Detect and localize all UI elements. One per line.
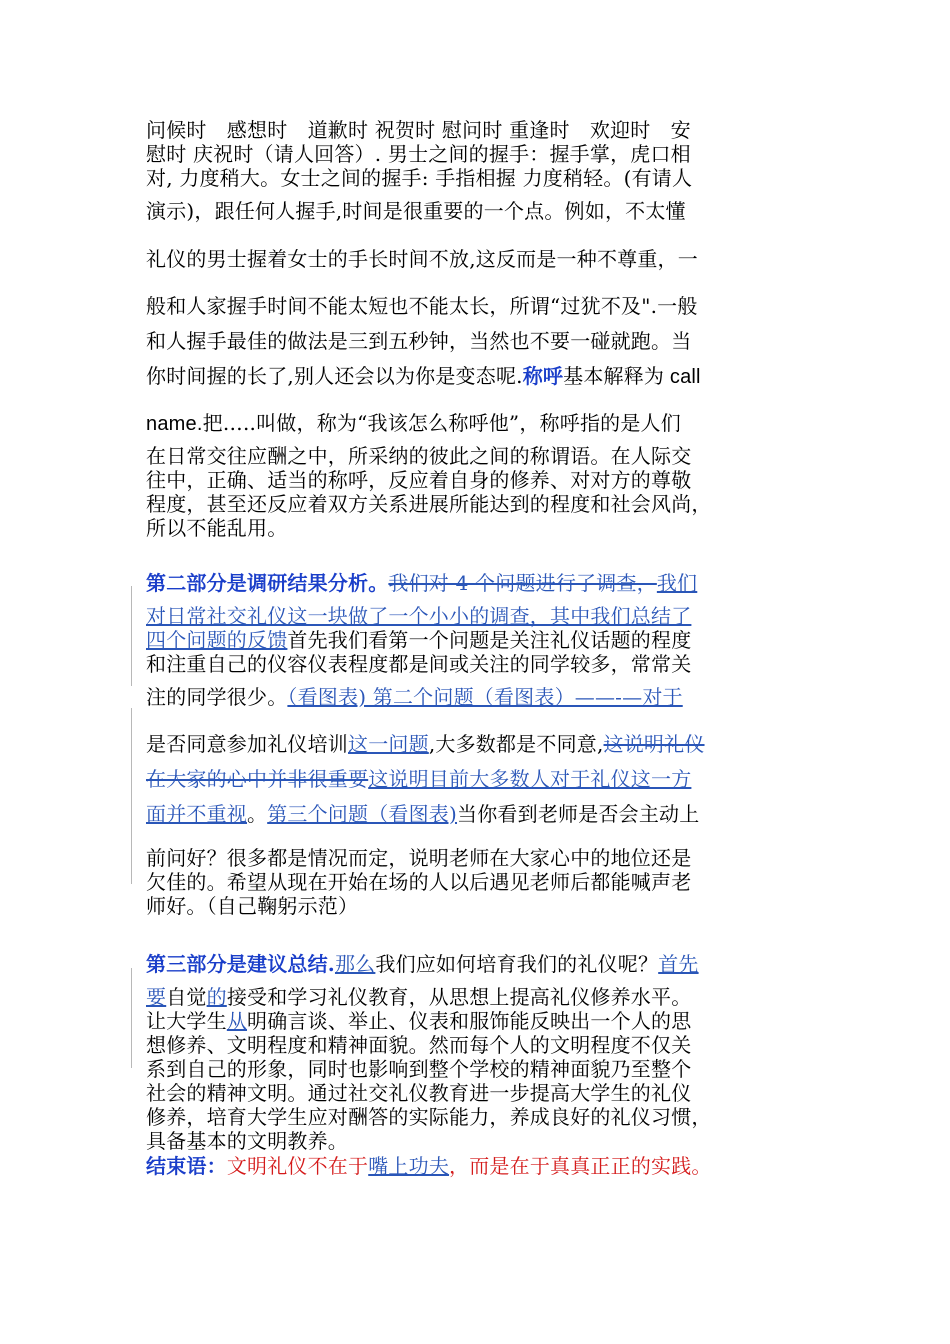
text-line <box>146 411 812 435</box>
text-line: 和注重自己的仪容仪表程度都是间或关注的同学较多，常常关 <box>146 652 692 676</box>
text-line: 想修养、文明程度和精神面貌。然而每个人的文明程度不仅关 <box>146 1033 692 1057</box>
text-run: name. <box>146 413 203 435</box>
section-heading: 第二部分是调研结果分析。 <box>146 571 389 595</box>
text-run: 是否同意参加礼仪培训 <box>146 732 348 756</box>
inserted-text[interactable]: 这说明目前大多数人对于礼仪这一方 <box>368 767 692 791</box>
text-run: 。 <box>247 802 268 826</box>
inserted-text[interactable]: 那么 <box>334 952 376 976</box>
deleted-text: 我们对 4 个问题进行了调查， <box>388 571 657 595</box>
text-line: 师好。（自己鞠躬示范） <box>146 894 359 918</box>
deleted-text: 这说明礼仪 <box>603 732 705 756</box>
text-line <box>146 1009 812 1033</box>
inserted-text[interactable]: 面并不重视 <box>146 802 247 826</box>
paragraph-handshake <box>146 118 812 540</box>
conclusion-line <box>146 1154 812 1178</box>
text-run: 注的同学很少。 <box>146 685 288 709</box>
text-line: 修养，培育大学生应对酬答的实际能力，养成良好的礼仪习惯， <box>146 1105 712 1129</box>
text-run: 让大学生 <box>146 1009 227 1033</box>
text-line: 般和人家握手时间不能太短也不能太长，所谓“过犹不及".一般 <box>146 294 698 318</box>
text-line: 和人握手最佳的做法是三到五秒钟，当然也不要一碰就跑。当 <box>146 329 692 353</box>
text-run: 当你看到老师是否会主动上 <box>457 802 700 826</box>
text-line <box>146 767 812 791</box>
text-run: 我们应如何培育我们的礼仪呢？ <box>375 952 659 976</box>
text-line: 具备基本的文明教养。 <box>146 1129 348 1153</box>
document-body <box>146 118 812 1178</box>
section-suggestions <box>146 952 812 1153</box>
text-run: ,大多数都是不同意, <box>428 732 604 756</box>
text-line: 欠佳的。希望从现在开始在场的人以后遇见老师后都能喊声老 <box>146 870 692 894</box>
section-heading: 第三部分是建议总结. <box>146 952 335 976</box>
conclusion-label: 结束语： <box>146 1154 227 1178</box>
text-line <box>146 685 812 709</box>
text-line: 问候时 感想时 道歉时 祝贺时 慰问时 重逢时 欢迎时 安 <box>146 118 691 142</box>
text-run: 明确言谈、举止、仪表和服饰能反映出一个人的思 <box>247 1009 692 1033</box>
text-line <box>146 571 812 595</box>
conclusion-text: ，而是在于真真正正的实践。 <box>449 1154 712 1178</box>
inserted-text[interactable]: 嘴上功夫 <box>368 1154 450 1178</box>
inserted-text[interactable]: 的 <box>206 985 227 1009</box>
conclusion-text: 文明礼仪不在于 <box>226 1154 369 1178</box>
text-line: 所以不能乱用。 <box>146 516 288 540</box>
text-line <box>146 985 812 1009</box>
inserted-text[interactable]: 首先 <box>658 952 699 976</box>
inserted-text[interactable]: 要 <box>146 985 167 1009</box>
section-survey-results <box>146 571 812 918</box>
inserted-text[interactable]: 我们 <box>656 571 698 595</box>
deleted-text: 在大家的心中并非很重要 <box>146 767 369 791</box>
inserted-text[interactable]: 四个问题的反馈 <box>146 628 288 652</box>
text-line: 往中，正确、适当的称呼，反应着自身的修养、对对方的尊敬 <box>146 468 692 492</box>
text-line: 前问好？很多都是情况而定，说明老师在大家心中的地位还是 <box>146 846 692 870</box>
term-address: 称呼 <box>522 364 564 388</box>
text-line <box>146 802 812 826</box>
text-run: 你时间握的长了,别人还会以为你是变态呢. <box>146 364 523 388</box>
text-run: 首先我们看第一个问题是关注礼仪话题的程度 <box>287 628 692 652</box>
text-run: 把…..叫做，称为“我该怎么称呼他”，称呼指的是人们 <box>202 411 681 435</box>
text-line <box>146 628 812 652</box>
text-line <box>146 732 812 756</box>
text-run: 基本解释为 call <box>563 366 701 388</box>
inserted-text[interactable]: 这一问题 <box>348 732 429 756</box>
revision-bar <box>131 586 132 686</box>
text-line: 对, 力度稍大。女士之间的握手: 手指相握 力度稍轻。(有请人 <box>146 166 693 190</box>
text-line: 礼仪的男士握着女士的手长时间不放,这反而是一种不尊重，一 <box>146 247 698 271</box>
text-line: 在日常交往应酬之中，所采纳的彼此之间的称谓语。在人际交 <box>146 444 692 468</box>
text-line <box>146 952 812 976</box>
text-line: 演示)，跟任何人握手,时间是很重要的一个点。例如，不太懂 <box>146 199 686 223</box>
inserted-text[interactable]: 第三个问题（看图表) <box>267 802 458 826</box>
text-run: 接受和学习礼仪教育，从思想上提高礼仪修养水平。 <box>226 985 692 1009</box>
revision-bar <box>131 968 132 1068</box>
revision-bar <box>131 708 132 884</box>
inserted-text[interactable]: （看图表) 第二个问题（看图表）——-—对于 <box>287 685 683 709</box>
text-line <box>146 364 812 388</box>
text-line: 系到自己的形象，同时也影响到整个学校的精神面貌乃至整个 <box>146 1057 692 1081</box>
text-line: 程度，甚至还反应着双方关系进展所能达到的程度和社会风尚， <box>146 492 712 516</box>
text-run: 自觉 <box>166 985 207 1009</box>
inserted-text[interactable]: 从 <box>226 1009 248 1033</box>
text-line: 社会的精神文明。通过社交礼仪教育进一步提高大学生的礼仪 <box>146 1081 692 1105</box>
inserted-text[interactable]: 对日常社交礼仪这一块做了一个小小的调查，其中我们总结了 <box>146 604 692 628</box>
text-line: 慰时 庆祝时（请人回答）. 男士之间的握手：握手掌，虎口相 <box>146 142 691 166</box>
